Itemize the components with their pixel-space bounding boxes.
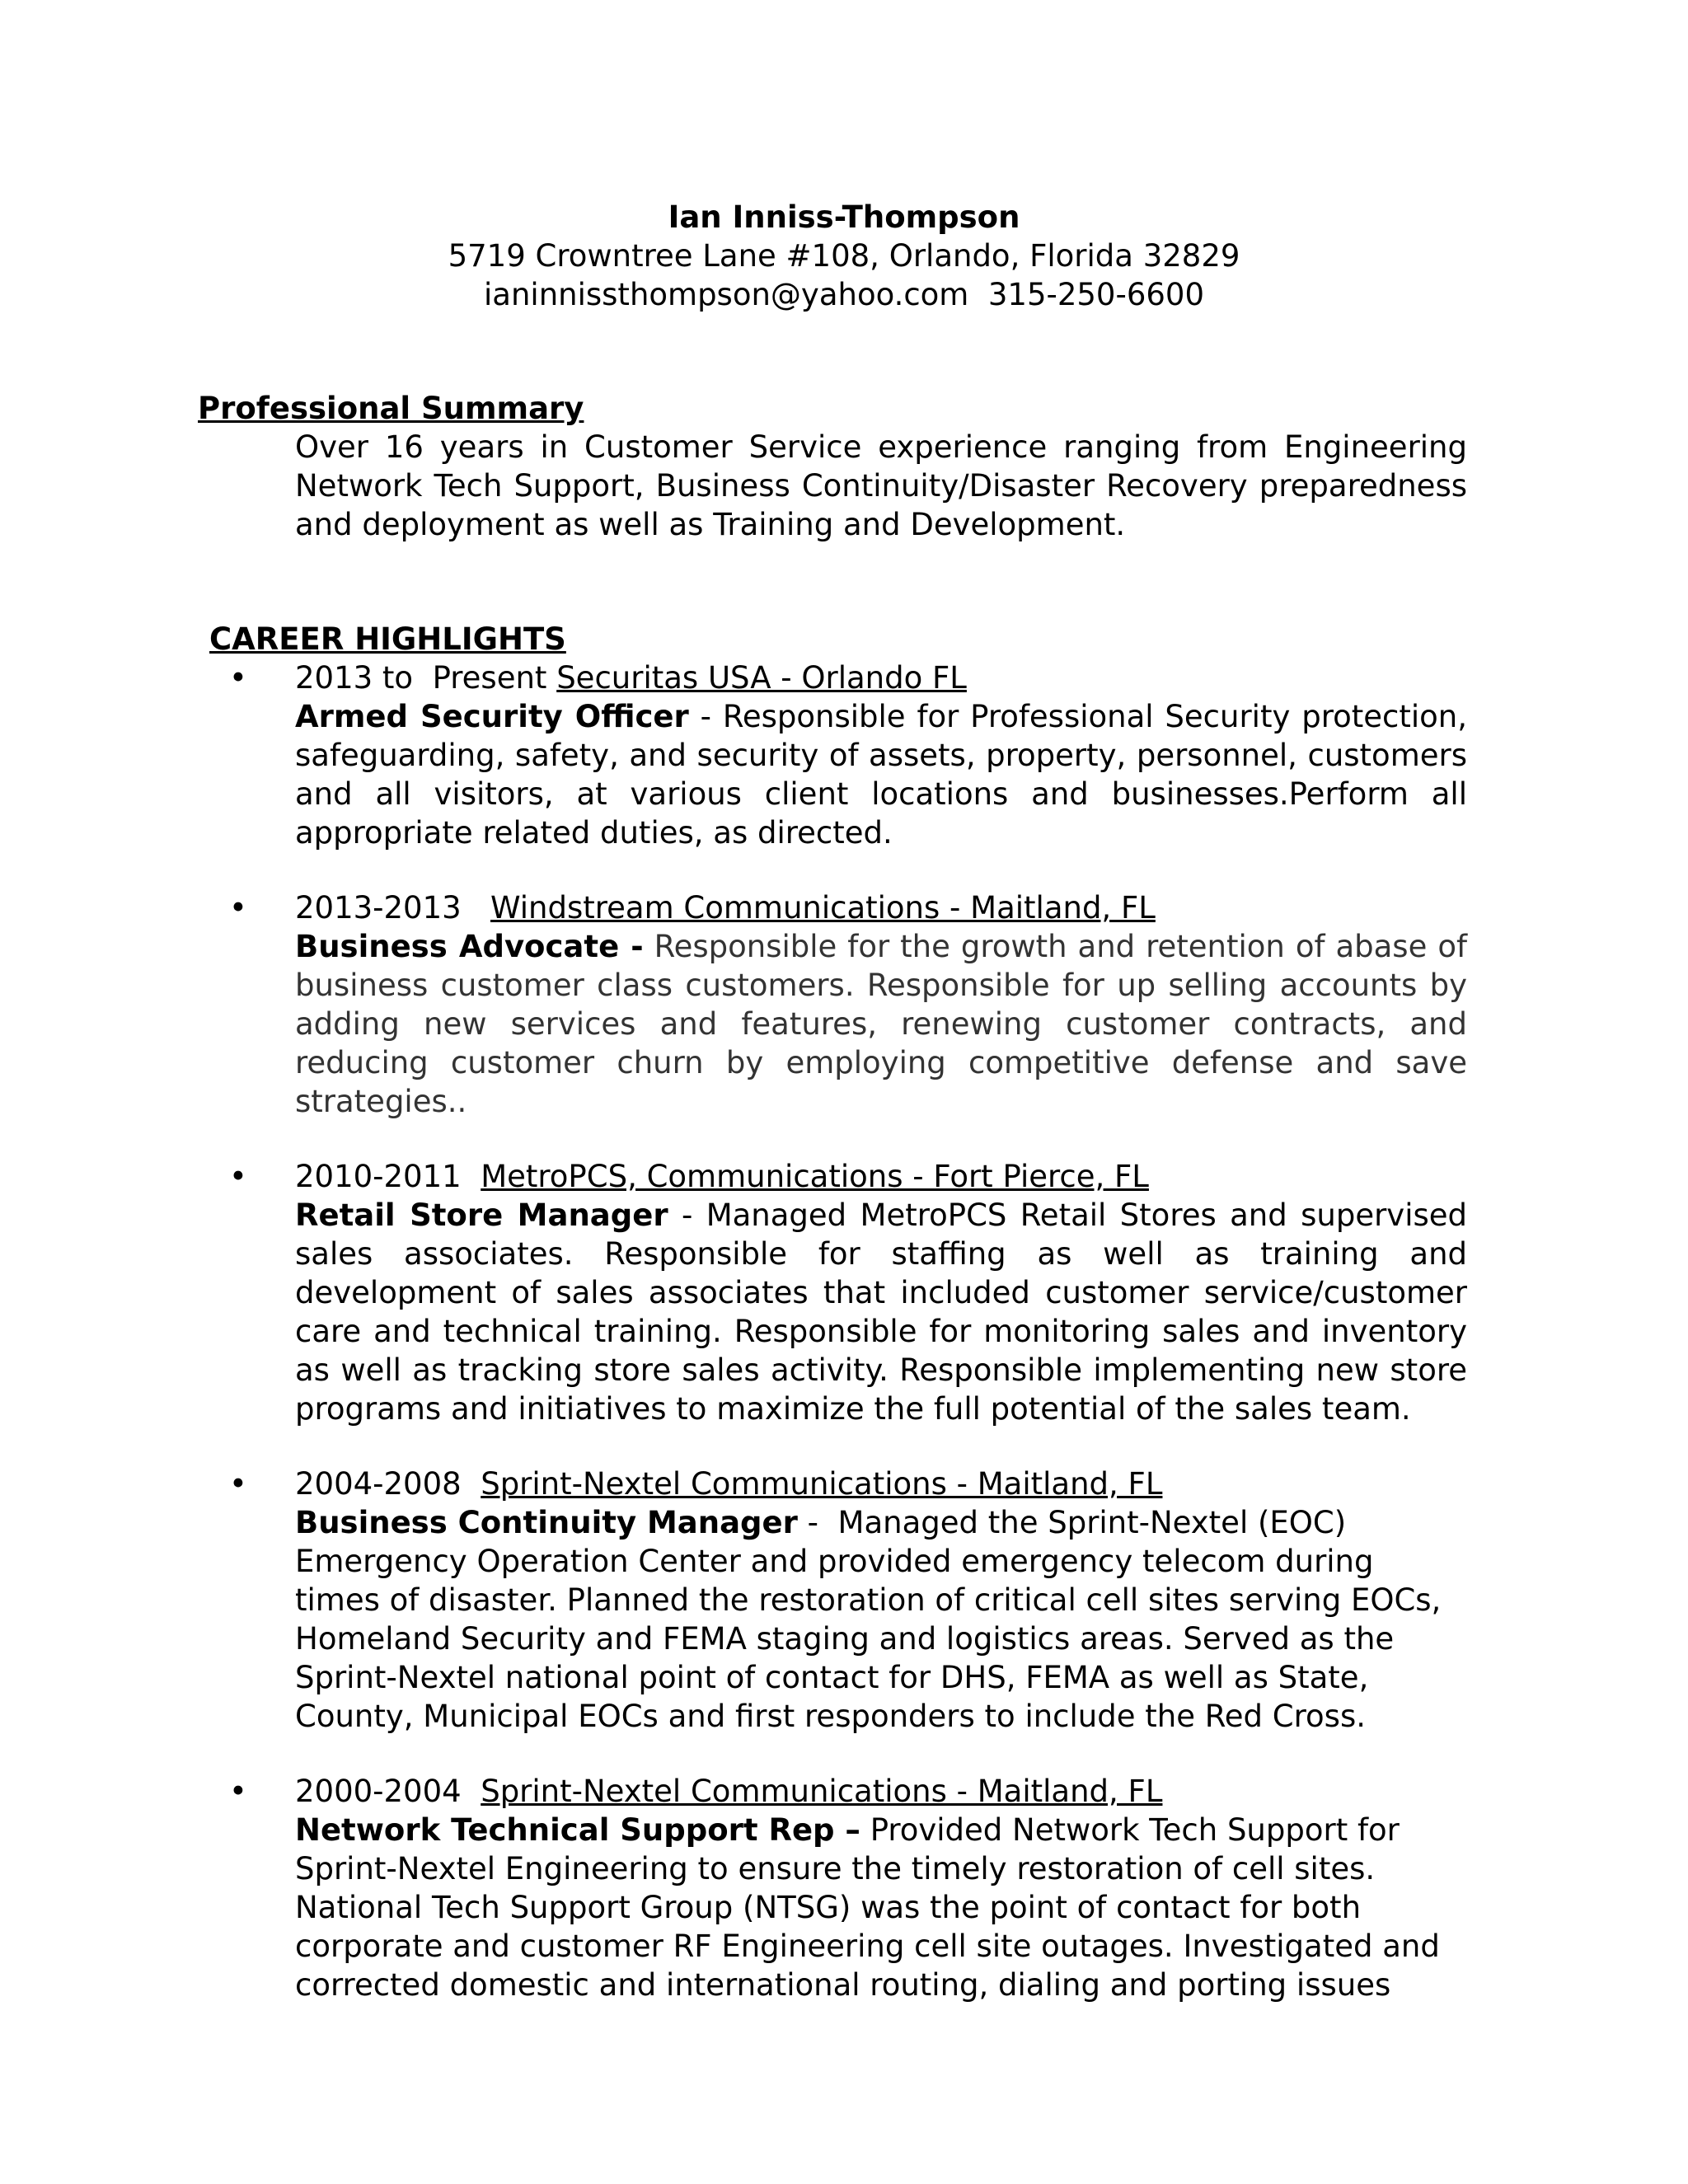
job-dates: 2010-2011 [295,1159,481,1194]
professional-summary-heading: Professional Summary [198,391,584,426]
bullet-icon: • [229,660,247,696]
career-item [0,1157,1688,1428]
job-company: Sprint-Nextel Communications - Maitland, FL [481,1774,1163,1809]
bullet-icon: • [229,890,247,926]
bullet-icon: • [229,1466,247,1502]
career-item [0,888,1688,1121]
bullet-icon: • [229,1159,247,1194]
applicant-address: 5719 Crowntree Lane #108, Orlando, Florida 32829 [448,238,1240,274]
career-list [0,658,1688,2041]
job-description: Provided Network Tech Support for Sprint-Nextel Engineering to ensure the timely restoration of cell sites. National Tech Support Group (NTSG) was the point of contact for both corporate and customer RF Engineering cell site outages. Investigated and corrected domestic and international routing, dialing and porting issues [295,1812,1440,2003]
job-separator [860,1812,870,1848]
applicant-name: Ian Inniss-Thompson [668,199,1020,235]
career-highlights-heading: CAREER HIGHLIGHTS [209,621,566,657]
job-description: Managed MetroPCS Retail Stores and supervised sales associates. Responsible for staffing as well as training and development of sales associates that included customer service/customer care and technical training. Responsible for monitoring sales and inventory as well as tracking store sales activity. Responsible implementing new store programs and initiatives to maximize the full potential of the sales team. [295,1197,1467,1427]
career-item [0,1465,1688,1736]
job-separator [644,929,654,964]
job-role: Business Continuity Manager [295,1505,798,1540]
job-role: Armed Security Officer [295,699,689,734]
job-dates: 2000-2004 [295,1774,481,1809]
job-role: Retail Store Manager [295,1197,668,1233]
job-dates: 2004-2008 [295,1466,481,1502]
job-dates: 2013 to Present [295,660,557,696]
job-separator: - [797,1505,838,1540]
career-item [0,658,1688,852]
job-company: Sprint-Nextel Communications - Maitland, FL [481,1466,1163,1502]
applicant-contact: ianinnissthompson@yahoo.com 315-250-6600 [484,277,1204,312]
career-item [0,1772,1688,2004]
job-role: Business Advocate - [295,929,644,964]
professional-summary-text: Over 16 years in Customer Service experience ranging from Engineering Network Tech Support, Business Continuity/Disaster Recovery preparedness and deployment as well as Training and Development. [295,429,1467,542]
bullet-icon: • [229,1774,247,1809]
job-description: Responsible for the growth and retention of abase of business customer class customers. Responsible for up selling accounts by adding new services and features, renewing customer contracts, and reducing customer churn by employing competitive defense and save strategies.. [295,929,1467,1119]
job-company: MetroPCS, Communications - Fort Pierce, FL [481,1159,1149,1194]
job-company: Securitas USA - Orlando FL [556,660,967,696]
job-description: Responsible for Professional Security protection, safeguarding, safety, and security of assets, property, personnel, customers and all visitors, at various client locations and businesses.Perform all appropriate related duties, as directed. [295,699,1467,851]
job-separator: - [688,699,723,734]
job-company: Windstream Communications - Maitland, FL [490,890,1156,926]
job-dates: 2013-2013 [295,890,490,926]
job-description: Managed the Sprint-Nextel (EOC) Emergency Operation Center and provided emergency telecom during times of disaster. Planned the restoration of critical cell sites serving EOCs, Homeland Security and FEMA staging and logistics areas. Served as the Sprint-Nextel national point of contact for DHS, FEMA as well as State, County, Municipal EOCs and first responders to include the Red Cross. [295,1505,1442,1734]
resume-header [0,198,1688,314]
job-separator: - [668,1197,706,1233]
job-role: Network Technical Support Rep – [295,1812,860,1848]
